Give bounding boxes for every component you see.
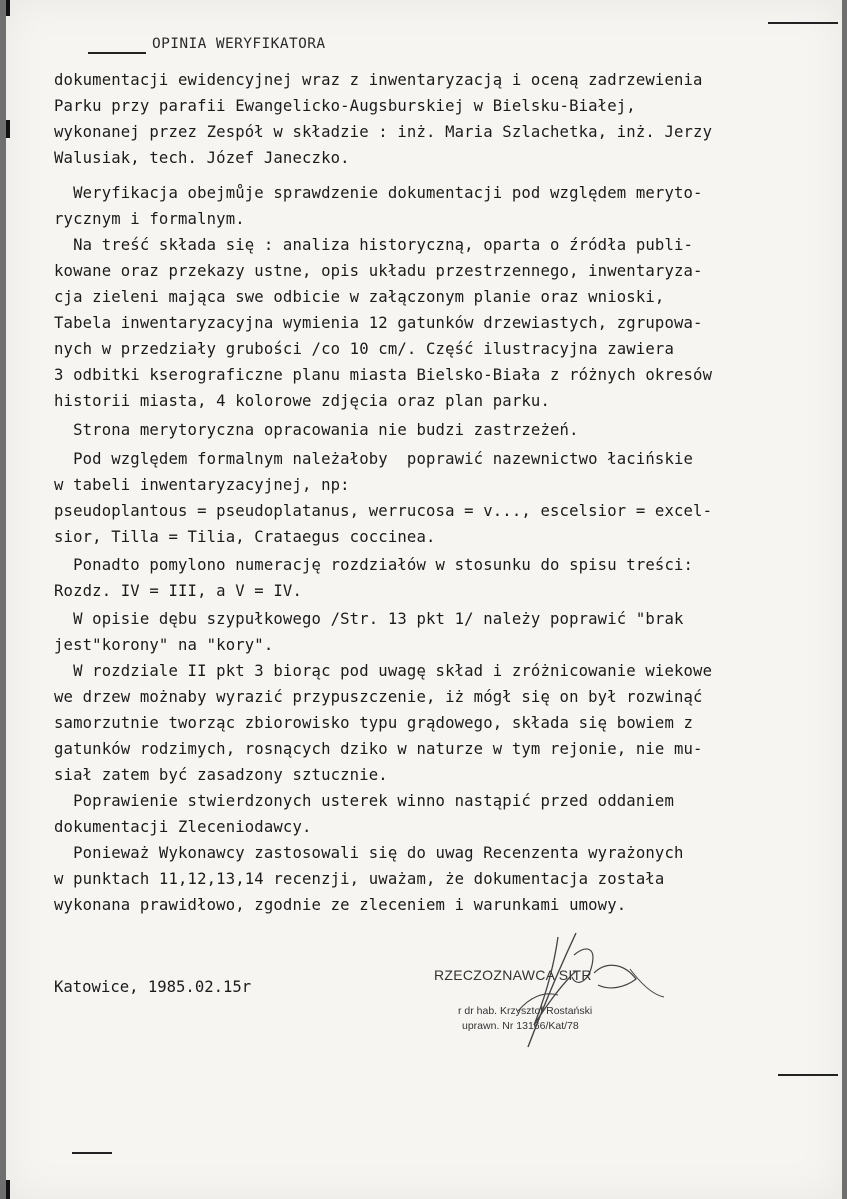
body-line: Pod względem formalnym należałoby poprawić nazewnictwo łacińskie — [54, 450, 694, 468]
body-line: sior, Tilla = Tilia, Crataegus coccinea. — [54, 528, 436, 546]
body-line: dokumentacji Zleceniodawcy. — [54, 818, 312, 836]
signature-stamp — [426, 925, 666, 1055]
body-line: wykonanej przez Zespół w składzie : inż. Maria Szlachetka, inż. Jerzy — [54, 123, 713, 141]
body-line: rycznym i formalnym. — [54, 210, 245, 228]
body-line: historii miasta, 4 kolorowe zdjęcia oraz plan parku. — [54, 392, 550, 410]
body-line: samorzutnie tworząc zbiorowisko typu grądowego, składa się bowiem z — [54, 714, 694, 732]
bottom-rule — [72, 1152, 112, 1154]
body-line: gatunków rodzimych, rosnących dziko w naturze w tym rejonie, nie mu- — [54, 740, 703, 758]
body-line: kowane oraz przekazy ustne, opis układu przestrzennego, inwentaryza- — [54, 262, 703, 280]
body-line: Walusiak, tech. Józef Janeczko. — [54, 149, 350, 167]
stamp-name: r dr hab. Krzysztof Rostański — [458, 1005, 593, 1017]
document-heading: OPINIA WERYFIKATORA — [152, 36, 326, 52]
body-line: jest"korony" na "kory". — [54, 636, 274, 654]
body-line: 3 odbitki kserograficzne planu miasta Bielsko-Biała z różnych okresów — [54, 366, 713, 384]
body-line: nych w przedziały grubości /co 10 cm/. Część ilustracyjna zawiera — [54, 340, 674, 358]
body-line: Ponieważ Wykonawcy zastosowali się do uwag Recenzenta wyrażonych — [54, 844, 684, 862]
binder-mark-top — [6, 0, 10, 16]
corner-rule-bottom — [778, 1074, 838, 1076]
body-line: Parku przy parafii Ewangelicko-Augsburskiej w Bielsku-Białej, — [54, 97, 636, 115]
body-line: siał zatem być zasadzony sztucznie. — [54, 766, 388, 784]
body-line: W rozdziale II pkt 3 biorąc pod uwagę skład i zróżnicowanie wiekowe — [54, 662, 713, 680]
body-line: Tabela inwentaryzacyjna wymienia 12 gatunków drzewiastych, zgrupowa- — [54, 314, 703, 332]
body-line: Na treść składa się : analiza historyczną, oparta o źródła publi- — [54, 236, 694, 254]
body-line: Poprawienie stwierdzonych usterek winno nastąpić przed oddaniem — [54, 792, 674, 810]
body-line: wykonana prawidłowo, zgodnie ze zleceniem i warunkami umowy. — [54, 896, 627, 914]
body-line: Strona merytoryczna opracowania nie budzi zastrzeżeń. — [54, 421, 579, 439]
body-line: pseudoplantous = pseudoplatanus, werrucosa = v..., escelsior = excel- — [54, 502, 713, 520]
body-line: Rozdz. IV = III, a V = IV. — [54, 582, 302, 600]
handwritten-signature — [426, 925, 666, 1055]
body-line: cja zieleni mająca swe odbicie w załączonym planie oraz wnioski, — [54, 288, 665, 306]
corner-rule-top — [768, 22, 838, 24]
body-line: we drzew możnaby wyrazić przypuszczenie, iż mógł się on był rozwinąć — [54, 688, 703, 706]
body-line: w tabeli inwentaryzacyjnej, np: — [54, 476, 350, 494]
body-line: dokumentacji ewidencyjnej wraz z inwentaryzacją i oceną zadrzewienia — [54, 71, 703, 89]
body-line: Ponadto pomylono numerację rozdziałów w stosunku do spisu treści: — [54, 556, 694, 574]
stamp-title: RZECZOZNAWCA SITR — [434, 967, 592, 983]
body-line: w punktach 11,12,13,14 recenzji, uważam, że dokumentacja została — [54, 870, 665, 888]
binder-mark-bottom — [6, 1180, 10, 1199]
body-line: Weryfikacja obejmůje sprawdzenie dokumentacji pod względem meryto- — [54, 184, 703, 202]
document-page — [6, 0, 842, 1199]
place-and-date: Katowice, 1985.02.15r — [54, 978, 252, 996]
binder-mark-mid — [6, 120, 10, 138]
stamp-license: uprawn. Nr 13166/Kat/78 — [462, 1020, 579, 1032]
heading-rule — [88, 52, 146, 54]
body-line: W opisie dębu szypułkowego /Str. 13 pkt 1/ należy poprawić "brak — [54, 610, 684, 628]
